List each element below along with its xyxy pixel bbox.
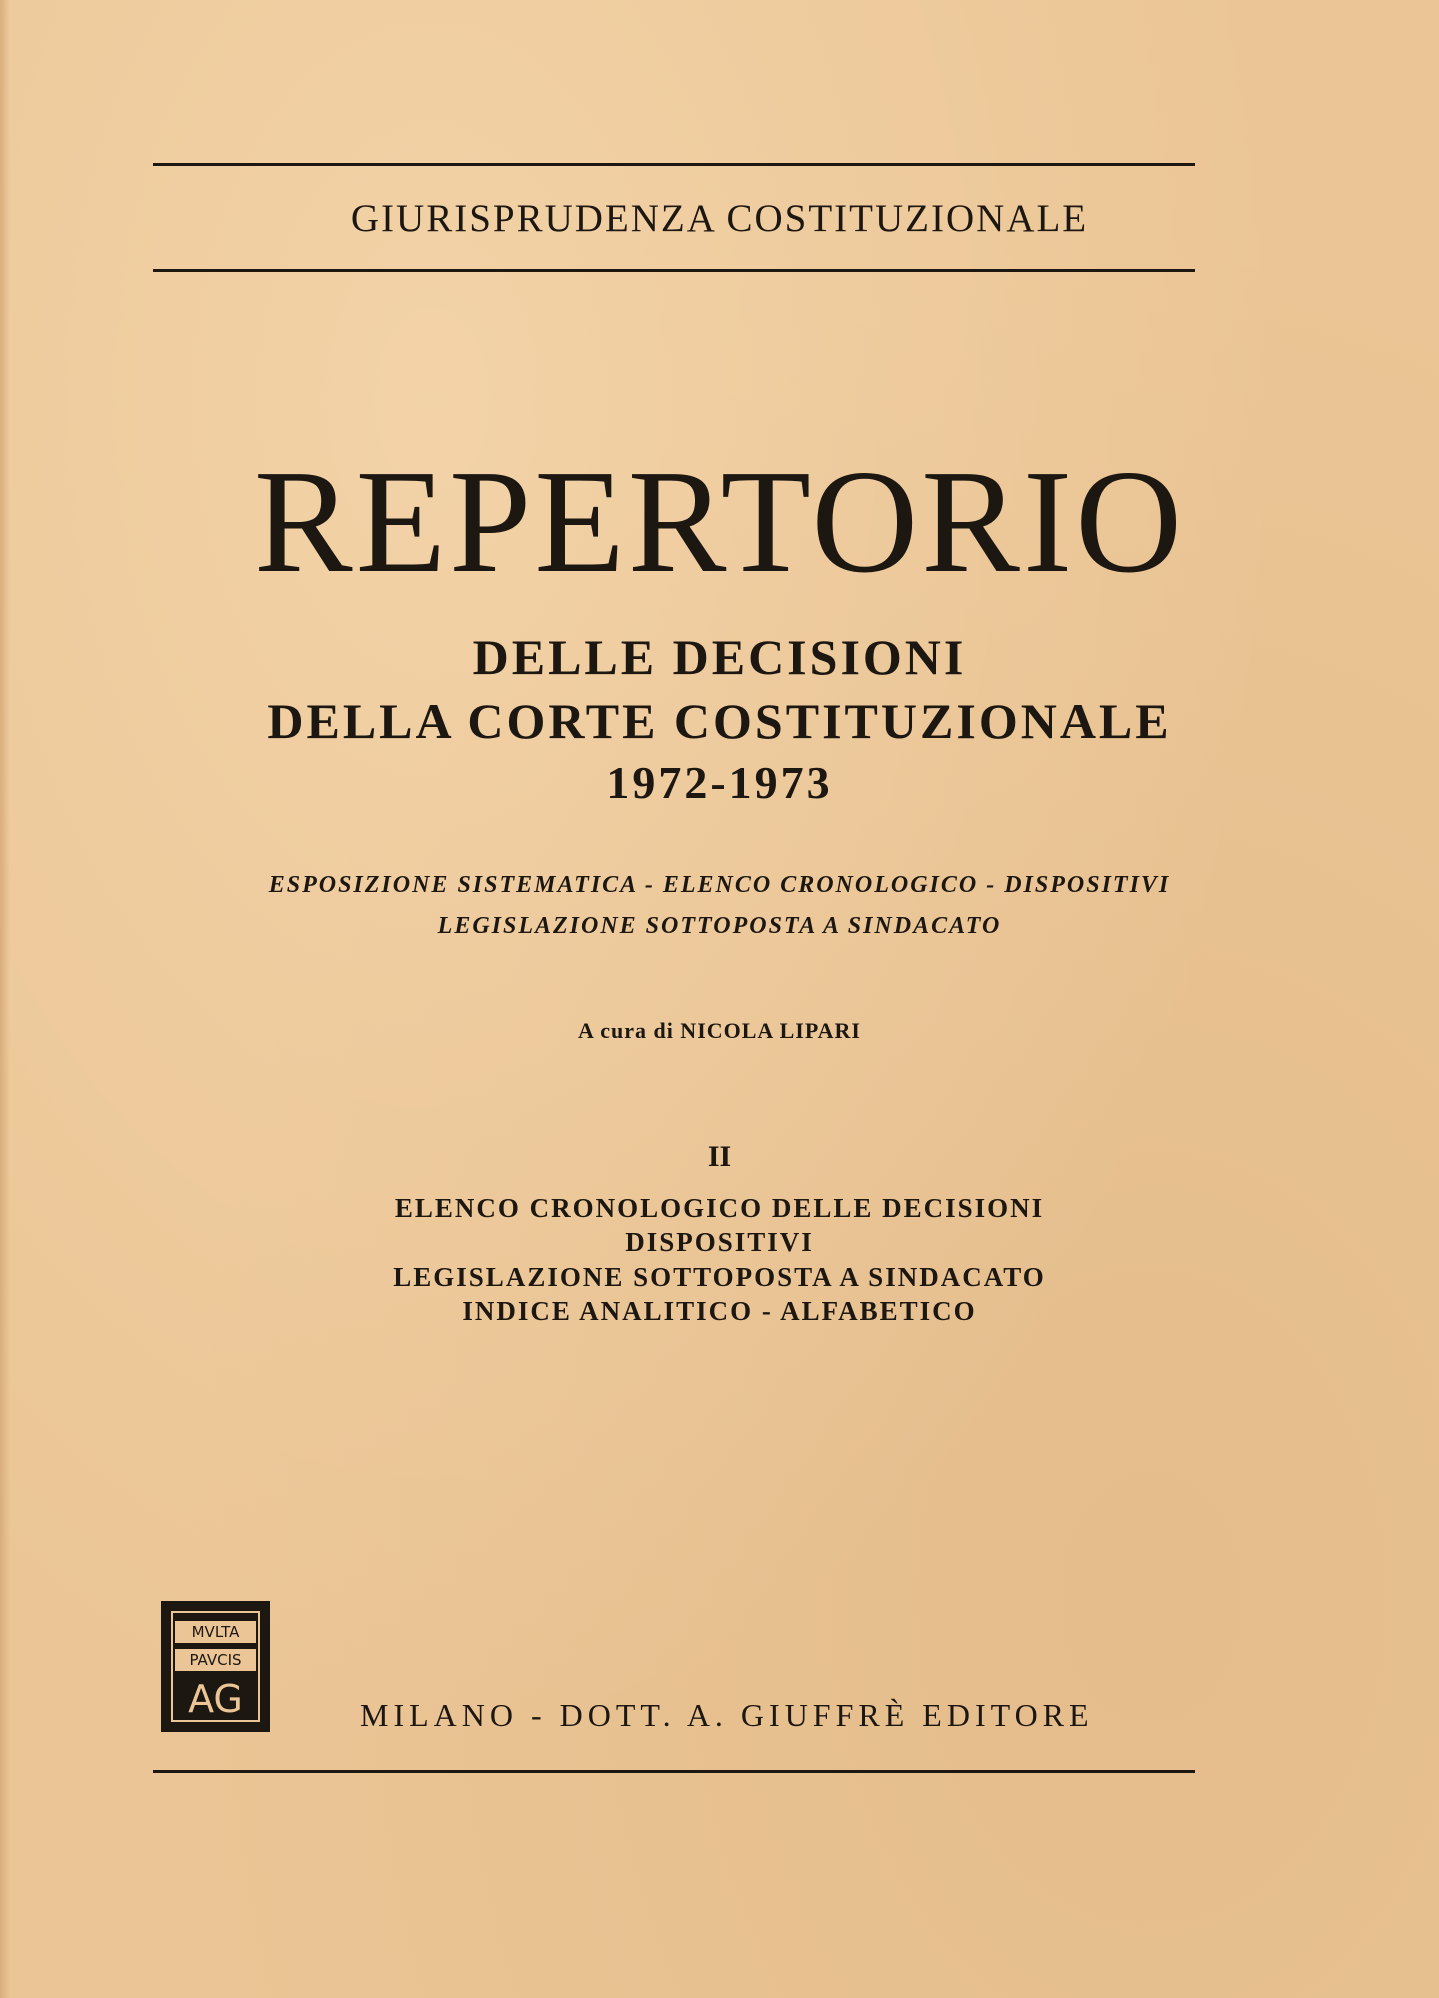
volume-number: II [707,1140,732,1173]
volume-content-line: LEGISLAZIONE SOTTOPOSTA A SINDACATO [393,1262,1046,1292]
subtitle-line: DELLE DECISIONI [472,629,967,685]
editor-credit: A cura di NICOLA LIPARI [578,1018,861,1043]
subtitle-line: DELLA CORTE COSTITUZIONALE [267,693,1172,749]
years: 1972-1973 [606,757,833,808]
volume-content-line: INDICE ANALITICO - ALFABETICO [462,1296,977,1326]
volume-content-line: ELENCO CRONOLOGICO DELLE DECISIONI [394,1193,1045,1223]
logo-monogram: AG [188,1677,243,1721]
publisher-imprint: MILANO - DOTT. A. GIUFFRÈ EDITORE [360,1697,1094,1733]
description-line: ESPOSIZIONE SISTEMATICA - ELENCO CRONOLOGICO - DISPOSITIVI [268,872,1171,898]
bottom-rule [153,1770,1195,1773]
description-line: LEGISLAZIONE SOTTOPOSTA A SINDACATO [437,913,1002,939]
volume-content-line: DISPOSITIVI [625,1227,814,1257]
publisher-logo [163,1603,268,1730]
logo-line: MVLTA [175,1621,256,1643]
book-title: REPERTORIO [253,440,1186,604]
cover-edge [0,0,10,1998]
series-title: GIURISPRUDENZA COSTITUZIONALE [350,197,1089,240]
series-rule [153,269,1195,272]
top-rule [153,163,1195,166]
logo-line: PAVCIS [175,1649,256,1671]
